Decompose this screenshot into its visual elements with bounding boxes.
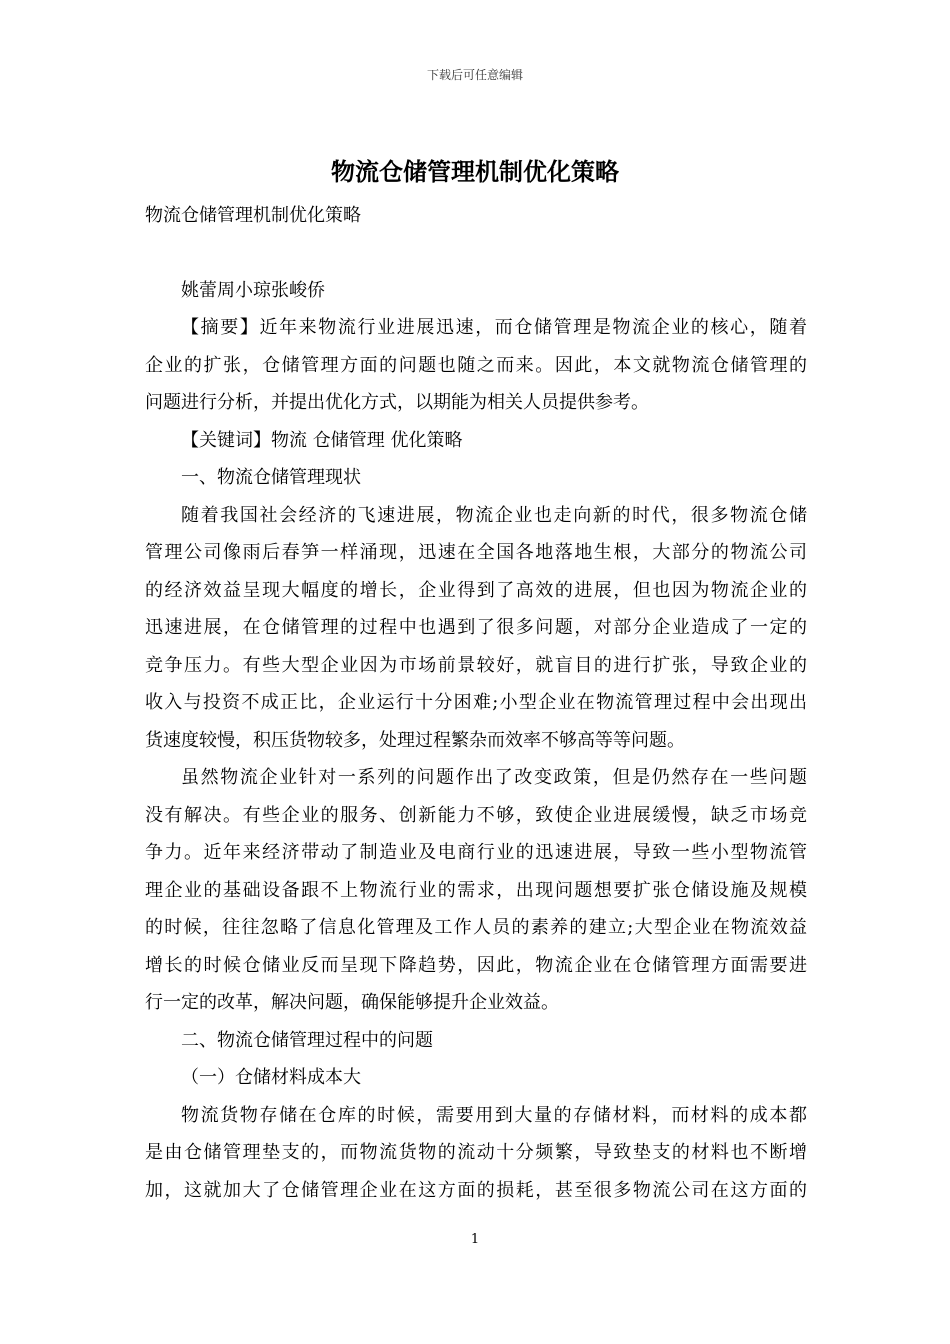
paragraph-line: 争力。近年来经济带动了制造业及电商行业的迅速进展，导致一些小型物流管 bbox=[145, 842, 807, 863]
section-heading-1: 一、物流仓储管理现状 bbox=[181, 467, 361, 488]
paragraph-2 bbox=[145, 759, 807, 1022]
document-body bbox=[145, 197, 807, 1209]
header-note: 下载后可任意编辑 bbox=[426, 68, 523, 82]
abstract-line: 企业的扩张，仓储管理方面的问题也随之而来。因此，本文就物流仓储管理的 bbox=[145, 354, 807, 376]
document-subtitle: 物流仓储管理机制优化策略 bbox=[145, 205, 361, 226]
blank-line bbox=[145, 235, 807, 272]
abstract-paragraph bbox=[145, 309, 807, 422]
abstract-line: 【摘要】近年来物流行业进展迅速，而仓储管理是物流企业的核心，随着 bbox=[181, 317, 807, 338]
paragraph-3 bbox=[145, 1097, 807, 1210]
authors: 姚蕾周小琼张峻侨 bbox=[181, 279, 325, 301]
paragraph-line: 是由仓储管理垫支的，而物流货物的流动十分频繁，导致垫支的材料也不断增 bbox=[145, 1142, 807, 1163]
paragraph-line: 加，这就加大了仓储管理企业在这方面的损耗，甚至很多物流公司在这方面的 bbox=[145, 1179, 807, 1201]
paragraph-line: 的时候，往往忽略了信息化管理及工作人员的素养的建立;大型企业在物流效益 bbox=[145, 917, 807, 938]
section-heading-2: 二、物流仓储管理过程中的问题 bbox=[181, 1029, 433, 1051]
paragraph-line: 货速度较慢，积压货物较多，处理过程繁杂而效率不够高等等问题。 bbox=[145, 729, 685, 751]
page-number: 1 bbox=[470, 1232, 480, 1247]
paragraph-1 bbox=[145, 497, 807, 760]
subsection-heading-1: （一）仓储材料成本大 bbox=[181, 1067, 361, 1088]
paragraph-line: 物流货物存储在仓库的时候，需要用到大量的存储材料，而材料的成本都 bbox=[181, 1104, 807, 1126]
paragraph-line: 竞争压力。有些大型企业因为市场前景较好，就盲目的进行扩张，导致企业的 bbox=[145, 654, 807, 676]
paragraph-line: 随着我国社会经济的飞速进展，物流企业也走向新的时代，很多物流仓储 bbox=[181, 504, 807, 526]
paragraph-line: 增长的时候仓储业反而呈现下降趋势，因此，物流企业在仓储管理方面需要进 bbox=[145, 954, 807, 976]
paragraph-line: 行一定的改革，解决问题，确保能够提升企业效益。 bbox=[145, 992, 559, 1013]
paragraph-line: 迅速进展，在仓储管理的过程中也遇到了很多问题，对部分企业造成了一定的 bbox=[145, 617, 807, 638]
keywords: 【关键词】物流 仓储管理 优化策略 bbox=[181, 429, 463, 451]
document-title: 物流仓储管理机制优化策略 bbox=[331, 157, 619, 186]
paragraph-line: 的经济效益呈现大幅度的增长，企业得到了高效的进展，但也因为物流企业的 bbox=[145, 579, 807, 601]
paragraph-line: 虽然物流企业针对一系列的问题作出了改变政策，但是仍然存在一些问题 bbox=[181, 767, 807, 788]
paragraph-line: 管理公司像雨后春笋一样涌现，迅速在全国各地落地生根，大部分的物流公司 bbox=[145, 542, 807, 563]
paragraph-line: 收入与投资不成正比，企业运行十分困难;小型企业在物流管理过程中会出现出 bbox=[145, 692, 807, 713]
paragraph-line: 没有解决。有些企业的服务、创新能力不够，致使企业进展缓慢，缺乏市场竞 bbox=[145, 804, 807, 826]
abstract-line: 问题进行分析，并提出优化方式，以期能为相关人员提供参考。 bbox=[145, 392, 649, 413]
paragraph-line: 理企业的基础设备跟不上物流行业的需求，出现问题想要扩张仓储设施及规模 bbox=[145, 879, 807, 901]
